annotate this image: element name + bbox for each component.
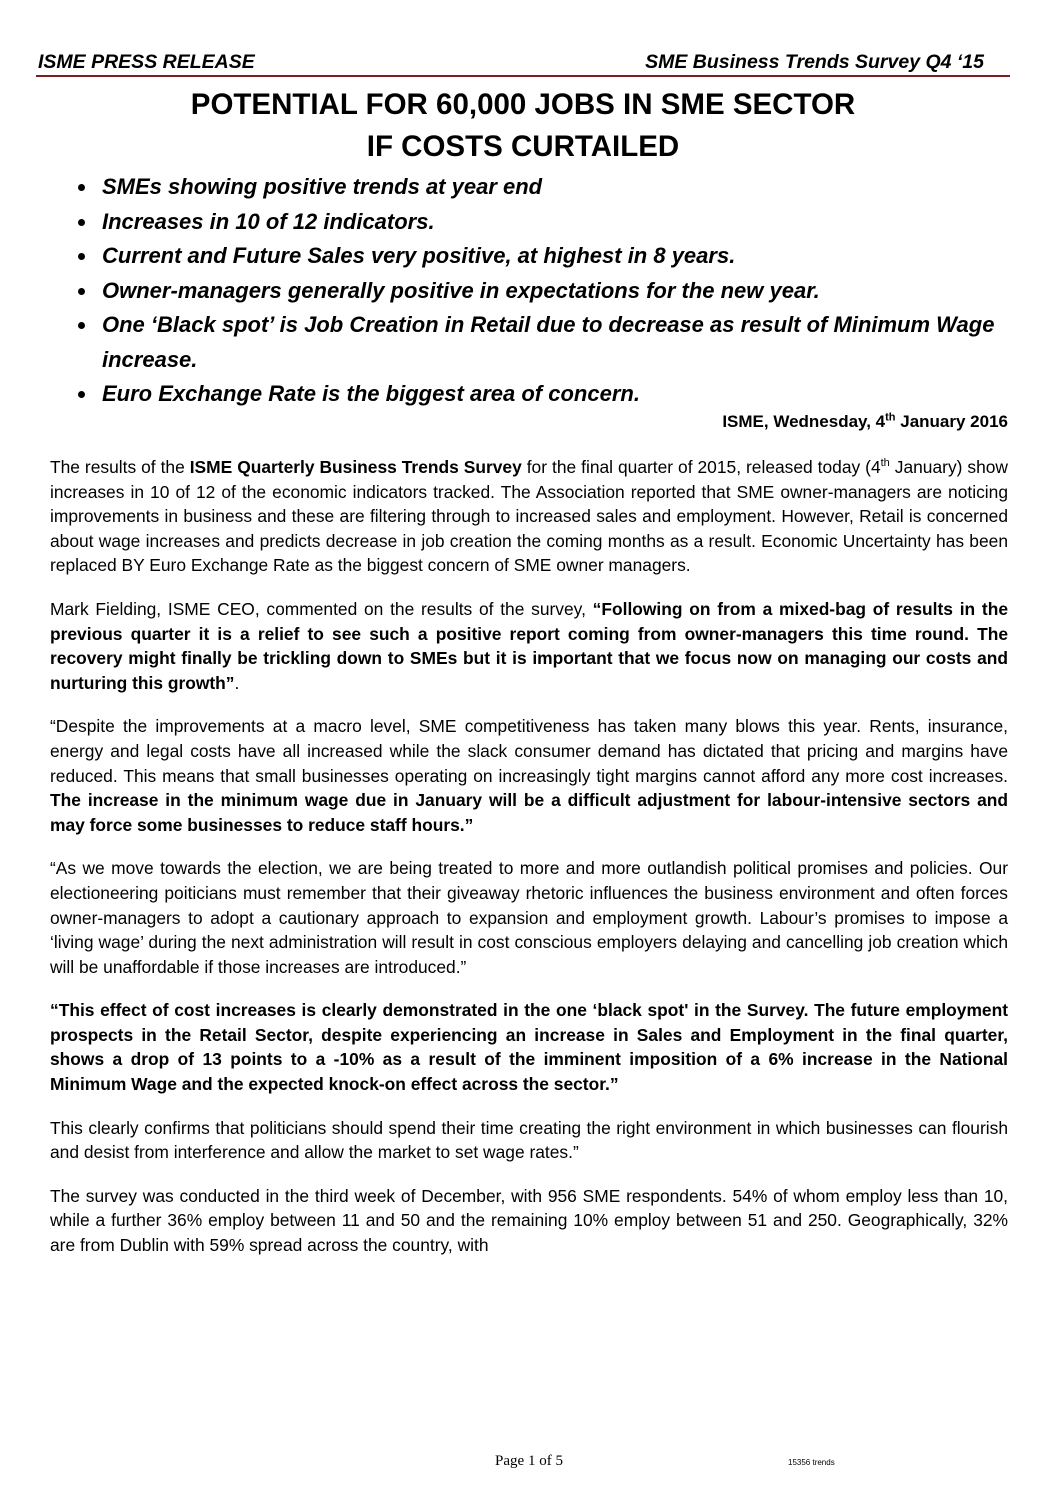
document-reference: 15356 trends <box>788 1458 835 1467</box>
key-point-text: SMEs showing positive trends at year end <box>102 174 543 199</box>
dateline: ISME, Wednesday, 4th January 2016 <box>722 411 1008 431</box>
bullet-icon <box>78 184 85 191</box>
paragraph-black-spot: “This effect of cost increases is clearly demonstrated in the one ‘black spot' in the Survey. The future employment prospects in the Retail Sector, despite experiencing an increase in Sales and Employment in the final quarter, shows a drop of 13 points to a -10% as a result of the imminent imposition of a 6% increase in the National Minimum Wage and the expected knock-on effect across the sector.” <box>50 1000 1008 1095</box>
paragraph-competitiveness: “Despite the improvements at a macro level, SME competitiveness has taken many blows this year. Rents, insurance, energy and legal costs have all increased while the slack consumer demand has dictated that pricing and margins have reduced. This means that small businesses operating on increasingly tight margins cannot afford any more cost increases. The increase in the minimum wage due in January will be a difficult adjustment for labour-intensive sectors and may force some businesses to reduce staff hours.” <box>50 716 1008 835</box>
paragraph-results: The results of the ISME Quarterly Business Trends Survey for the final quarter of 2015, released today (4th January) show increases in 10 of 12 of the economic indicators tracked. The Association reported that SME owner-managers are noticing improvements in business and these are filtering through to increased sales and employment. However, Retail is concerned about wage increases and predicts decrease in job creation the coming months as a result. Economic Uncertainty has been replaced BY Euro Exchange Rate as the biggest concern of SME owner managers. <box>50 457 1008 576</box>
bullet-icon <box>78 253 85 260</box>
bullet-icon <box>78 288 85 295</box>
key-point <box>70 274 1010 309</box>
key-point <box>70 170 1010 205</box>
paragraph-election: “As we move towards the election, we are being treated to more and more outlandish political promises and policies. Our electioneering poiticians must remember that their giveaway rhetoric influences the business environment and often forces owner-managers to adopt a cautionary approach to expansion and employment growth. Labour’s promises to impose a ‘living wage’ during the next administration will result in cost conscious employers delaying and cancelling job creation which will be unaffordable if those increases are introduced.” <box>50 858 1008 977</box>
press-release-header <box>36 50 1010 77</box>
headline-line-2: IF COSTS CURTAILED <box>366 130 680 163</box>
page-number: Page 1 of 5 <box>495 1453 563 1469</box>
key-points-list <box>70 170 1010 412</box>
bullet-icon <box>78 322 85 329</box>
header-right-title: SME Business Trends Survey Q4 ‘15 <box>645 51 984 73</box>
headline-line-1: POTENTIAL FOR 60,000 JOBS IN SME SECTOR <box>190 88 856 121</box>
key-point <box>70 308 1010 377</box>
key-point-text: Increases in 10 of 12 indicators. <box>102 208 435 234</box>
bullet-icon <box>78 219 85 226</box>
headline <box>36 84 1010 168</box>
paragraph-ceo-comment: Mark Fielding, ISME CEO, commented on the results of the survey, “Following on from a mixed-bag of results in the previous quarter it is a relief to see such a positive report coming from owner-managers this time round. The recovery might finally be trickling down to SMEs but it is important that we focus now on managing our costs and nurturing this growth”. <box>50 598 1008 693</box>
paragraph-survey-method: The survey was conducted in the third week of December, with 956 SME respondents. 54% of whom employ less than 10, while a further 36% employ between 11 and 50 and the remaining 10% employ between 51 and 250. Geographically, 32% are from Dublin with 59% spread across the country, with <box>50 1185 1008 1256</box>
key-point-text: Owner-managers generally positive in expectations for the new year. <box>102 277 820 303</box>
bullet-icon <box>78 391 85 398</box>
key-point <box>70 239 1010 274</box>
header-left-title: ISME PRESS RELEASE <box>38 51 255 73</box>
press-release-body <box>50 455 1008 1277</box>
key-point-text: Euro Exchange Rate is the biggest area of concern. <box>102 381 640 406</box>
key-point-text: Current and Future Sales very positive, at highest in 8 years. <box>102 243 736 268</box>
key-point <box>70 377 1010 412</box>
key-point-text: One ‘Black spot’ is Job Creation in Retail due to decrease as result of Minimum Wage increase. <box>102 312 995 372</box>
paragraph-politicians: This clearly confirms that politicians should spend their time creating the right environment in which businesses can flourish and desist from interference and allow the market to set wage rates.” <box>50 1117 1008 1163</box>
key-point <box>70 205 1010 240</box>
